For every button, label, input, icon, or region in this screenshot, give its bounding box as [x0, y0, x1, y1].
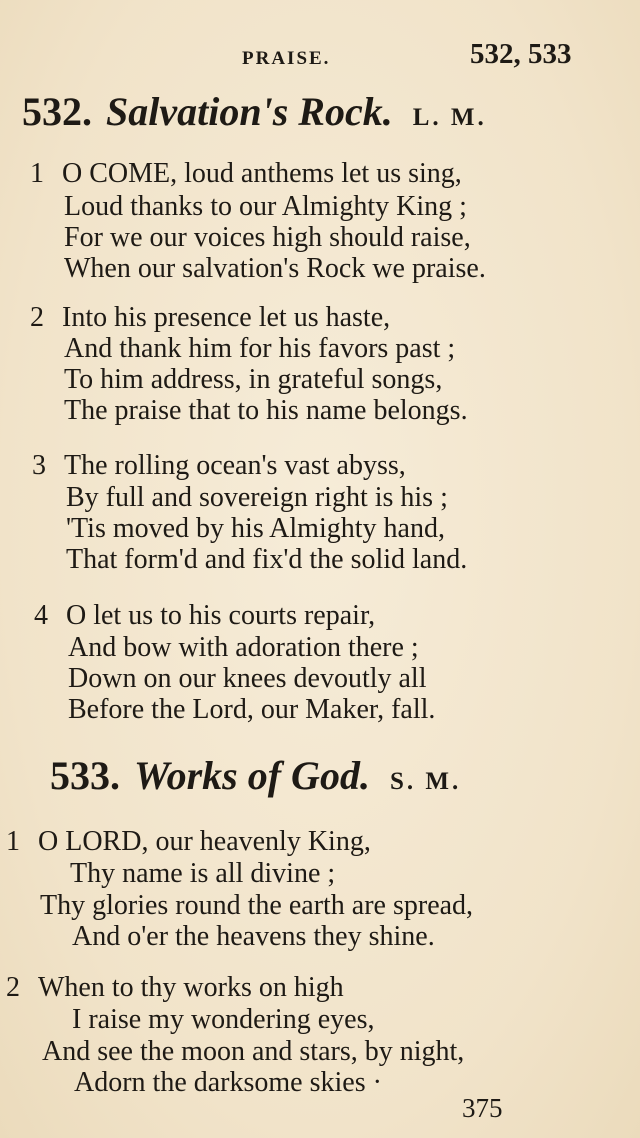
verse-line: To him address, in grateful songs, — [64, 364, 443, 395]
verse-line: And bow with adoration there ; — [68, 632, 419, 663]
verse-line: When to thy works on high — [38, 972, 344, 1003]
running-head — [0, 38, 640, 74]
verse-number: 3 — [32, 450, 46, 481]
page-number: 375 — [462, 1093, 503, 1123]
verse-line: Into his presence let us haste, — [62, 302, 391, 333]
verse-number: 2 — [30, 302, 44, 333]
verse-line: And thank him for his favors past ; — [64, 333, 456, 364]
verse-line: Before the Lord, our Maker, fall. — [68, 694, 436, 725]
hymn-533-title — [50, 752, 461, 799]
hymn-532-title — [22, 88, 487, 135]
verse-line: I raise my wondering eyes, — [72, 1004, 375, 1035]
verse-line: Thy glories round the earth are spread, — [40, 890, 474, 921]
verse-number: 1 — [30, 158, 44, 189]
section-label: PRAISE. — [242, 48, 331, 69]
verse-line: That form'd and fix'd the solid land. — [66, 544, 468, 575]
hymn-number: 533. — [50, 753, 120, 798]
verse-line: And see the moon and stars, by night, — [42, 1036, 465, 1067]
verse-line: O COME, loud anthems let us sing, — [62, 158, 462, 189]
verse-number: 2 — [6, 972, 20, 1003]
hymn-number-range: 532, 533 — [470, 38, 572, 70]
hymn-meter: L. M. — [412, 104, 487, 131]
verse-number: 1 — [6, 826, 20, 857]
hymn-number: 532. — [22, 89, 92, 134]
hymn-name: Salvation's Rock. — [106, 89, 393, 134]
verse-line: Down on our knees devoutly all — [68, 663, 427, 694]
verse-line: O let us to his courts repair, — [66, 600, 376, 631]
verse-line: 'Tis moved by his Almighty hand, — [66, 513, 445, 544]
verse-number: 4 — [34, 600, 48, 631]
verse-line: The praise that to his name belongs. — [64, 395, 468, 426]
verse-line: Adorn the darksome skies · — [74, 1067, 382, 1098]
verse-line: O LORD, our heavenly King, — [38, 826, 371, 857]
hymn-meter: S. M. — [389, 768, 462, 795]
verse-line: For we our voices high should raise, — [64, 222, 471, 253]
verse-line: Loud thanks to our Almighty King ; — [64, 191, 467, 222]
verse-line: Thy name is all divine ; — [70, 858, 336, 889]
verse-line: When our salvation's Rock we praise. — [64, 253, 486, 284]
hymn-name: Works of God. — [134, 753, 370, 798]
verse-line: And o'er the heavens they shine. — [72, 921, 435, 952]
verse-line: By full and sovereign right is his ; — [66, 482, 448, 513]
verse-line: The rolling ocean's vast abyss, — [64, 450, 406, 481]
